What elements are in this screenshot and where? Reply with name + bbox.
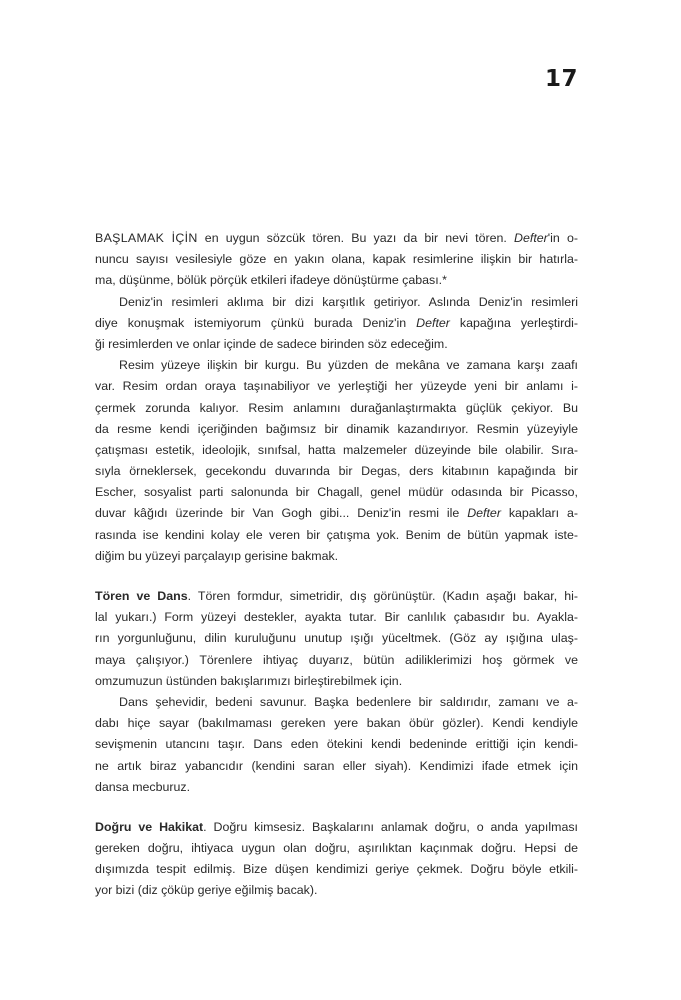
text-line: çatışması estetik, ideolojik, sınıfsal, hatta malzemeler düzeyinde bile olabilir. Sıra-	[95, 442, 578, 457]
text-line: dansa mecburuz.	[95, 779, 191, 794]
text-line: dabı hiçe sayar (bakılmaması gereken yere bakan öbür gözler). Kendi kendiyle	[95, 716, 578, 731]
text-line: Resim yüzeye ilişkin bir kurgu. Bu yüzden de mekâna ve zamana karşı zaafı	[119, 358, 578, 373]
text-line: da resme kendi içeriğinden bağımsız bir dinamik kazandırıyor. Resmin yüzeyiyle	[95, 421, 578, 436]
opening-words: BAŞLAMAK İÇİN	[95, 231, 198, 245]
text-line: Deniz'in resimleri aklıma bir dizi karşıtlık getiriyor. Aslında Deniz'in resimleri	[119, 294, 578, 309]
text-line: rın yorgunluğunu, dilin kuruluğunu unutup ışığı yüceltmek. (Göz ay ışığına ulaş-	[95, 631, 578, 646]
text-line: omzumuzun üstünden bakışlarımızı birleştirebilmek için.	[95, 673, 403, 688]
text-line: gereken doğru, ihtiyaca uygun olan doğru, aşırılıktan kaçınmak doğru. Hepsi de	[95, 841, 578, 856]
journal-title: Defter	[416, 315, 450, 330]
text-line: ne artık biraz yabancıdır (kendini saran eller siyah). Kendimizi ifade etmek için	[95, 758, 578, 773]
text-line: lal yukarı.) Form yüzeyi destekler, ayakta tutar. Bir canlılık çabasıdır bu. Ayakla-	[95, 610, 578, 625]
text-line: çermek zorunda kalıyor. Resim anlamını durağanlaştırmakta güçlük çekiyor. Bu	[95, 400, 578, 415]
text-line: diğim bu yüzeyi parçalayıp gerisine bakmak.	[95, 548, 339, 563]
text-line: sıyla örneklersek, gecekondu duvarında bir Degas, ders kitabının kapağında bir	[95, 464, 578, 479]
page-number: 17	[544, 66, 578, 92]
text-line: Dans şehevidir, bedeni savunur. Başka bedenlere bir saldırıdır, zamanı ve a-	[119, 694, 578, 709]
text-line: BAŞLAMAK İÇİN en uygun sözcük tören. Bu yazı da bir nevi tören. Defter'in o-	[95, 231, 578, 245]
text-line: var. Resim ordan oraya taşınabiliyor ve yerleştiği her yüzeyde yeni bir anlamı i-	[95, 379, 578, 394]
text-line: duvar kâğıdı üzerinde bir Van Gogh gibi... Deniz'in resmi ile Defter kapakları a-	[95, 506, 578, 521]
journal-title: Defter	[467, 506, 501, 521]
text-line: maya çalışıyor.) Törenlere ihtiyaç duyarız, bütün adiliklerimizi hoş görmek ve	[95, 652, 578, 667]
body-text	[95, 228, 578, 902]
section-heading: Doğru ve Hakikat	[95, 819, 204, 834]
text-line: Doğru ve Hakikat. Doğru kimsesiz. Başkalarını anlamak doğru, o anda yapılması	[95, 819, 578, 834]
text-line: ma, düşünme, bölük pörçük etkileri ifadeye dönüştürme çabası.*	[95, 273, 447, 288]
text-line: ği resimlerden ve onlar içinde de sadece birinden söz edeceğim.	[95, 336, 448, 351]
text-line: Tören ve Dans. Tören formdur, simetridir, dış görünüştür. (Kadın aşağı bakar, hi-	[95, 589, 578, 603]
text-line: Escher, sosyalist parti salonunda bir Chagall, genel müdür odasında bir Picasso,	[95, 485, 578, 500]
text-line: dışımızda tespit edilmiş. Bize düşen kendimizi geriye çekmek. Doğru böyle etkili-	[95, 862, 578, 877]
text-line: yor bizi (diz çöküp geriye eğilmiş bacak).	[95, 883, 318, 898]
section-heading: Tören ve Dans	[95, 589, 188, 603]
text-line: sevişmenin utancını taşır. Dans eden ötekini kendi bedeninde erittiği için kendi-	[95, 737, 578, 752]
text-line: diye konuşmak istemiyorum çünkü burada Deniz'in Defter kapağına yerleştirdi-	[95, 315, 578, 330]
text-line: rasında ise kendini kolay ele veren bir çatışma yok. Benim de bütün yapmak iste-	[95, 527, 578, 542]
text-line: nuncu sayısı vesilesiyle göze en yakın olana, kapak resimlerine ilişkin bir hatırla-	[95, 252, 578, 267]
journal-title: Defter	[514, 231, 548, 245]
